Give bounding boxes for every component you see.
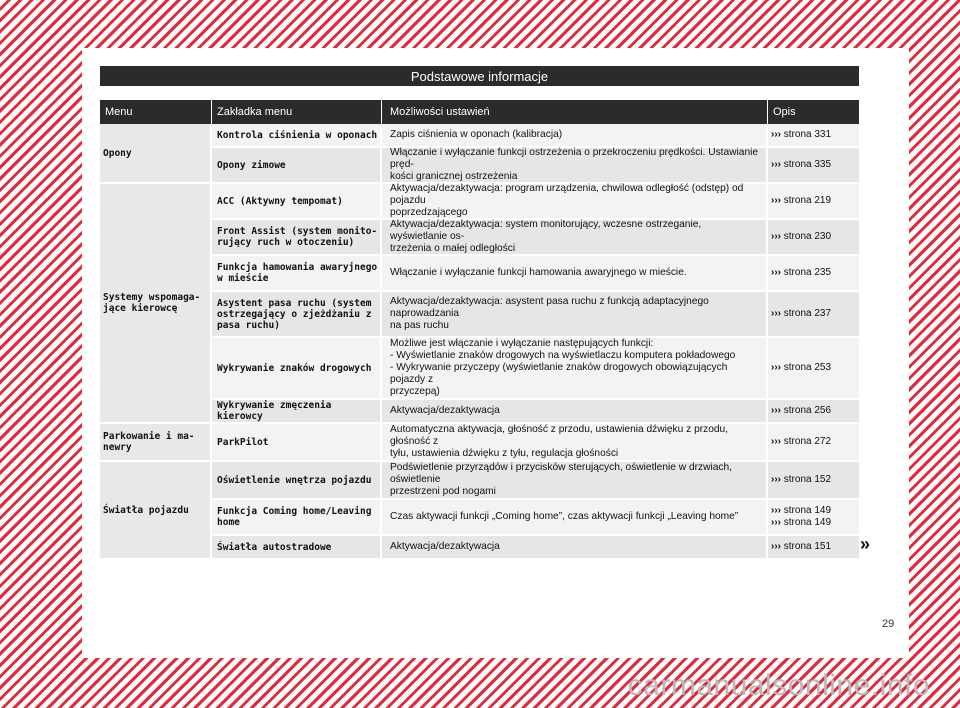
tab-cell: ACC (Aktywny tempomat) <box>212 184 380 218</box>
page-reference-link[interactable] <box>771 436 831 448</box>
description-cell <box>768 500 859 534</box>
options-cell: Włączanie i wyłączanie funkcji ostrzeżenia o przekroczeniu prędkości. Ustawianie pręd- kości granicznej ostrzeżenia <box>382 148 766 182</box>
options-cell: Aktywacja/dezaktywacja: system monitorujący, wczesne ostrzeganie, wyświetlanie os- trzeżenia o małej odległości <box>382 220 766 254</box>
header-description: Opis <box>773 106 796 118</box>
tab-cell: Wykrywanie znaków drogowych <box>212 338 380 398</box>
page-title-text: Podstawowe informacje <box>410 68 549 84</box>
page-reference-text: strona 256 <box>783 405 832 416</box>
header-divider <box>211 100 212 124</box>
page-title <box>100 66 859 86</box>
options-cell: Zapis ciśnienia w oponach (kalibracja) <box>382 124 766 146</box>
menu-label: Opony <box>103 147 132 159</box>
page-reference-text: strona 331 <box>783 129 832 140</box>
menu-cell <box>100 124 210 182</box>
reference-arrow-icon: ››› <box>771 362 784 373</box>
page-reference-link[interactable] <box>771 362 831 374</box>
menu-cell <box>100 184 210 422</box>
description-cell <box>768 292 859 336</box>
page-reference-link[interactable] <box>771 474 831 486</box>
description-cell <box>768 124 859 146</box>
page-reference-link[interactable] <box>771 129 831 141</box>
reference-arrow-icon: ››› <box>771 405 784 416</box>
header-tab: Zakładka menu <box>217 106 293 118</box>
page-reference-text: strona 335 <box>783 159 832 170</box>
header-divider <box>767 100 768 124</box>
description-cell <box>768 462 859 498</box>
reference-arrow-icon: ››› <box>771 308 784 319</box>
description-cell <box>768 220 859 254</box>
page-reference-text: strona 152 <box>783 474 832 485</box>
menu-cell <box>100 424 210 460</box>
page-reference-link[interactable] <box>771 267 831 279</box>
page-reference-text: strona 219 <box>783 195 832 206</box>
tab-cell: Oświetlenie wnętrza pojazdu <box>212 462 380 498</box>
table-header <box>100 100 859 124</box>
tab-cell: Światła autostradowe <box>212 536 380 558</box>
menu-label: Parkowanie i ma- newry <box>103 431 195 453</box>
header-options: Możliwości ustawień <box>390 106 490 118</box>
reference-arrow-icon: ››› <box>771 195 784 206</box>
reference-arrow-icon: ››› <box>771 129 784 140</box>
page-reference-text: strona 149 <box>783 505 832 516</box>
page <box>82 48 909 658</box>
page-reference-text: strona 235 <box>783 267 832 278</box>
description-cell <box>768 338 859 398</box>
page-reference-link[interactable] <box>771 541 831 553</box>
page-reference-text: strona 230 <box>783 231 832 242</box>
next-page-marker: » <box>860 534 871 554</box>
reference-arrow-icon: ››› <box>771 436 784 447</box>
tab-cell: Wykrywanie zmęczenia kierowcy <box>212 400 380 422</box>
page-reference-link[interactable] <box>771 195 831 207</box>
reference-arrow-icon: ››› <box>771 517 784 528</box>
page-reference-text: strona 272 <box>783 436 832 447</box>
tab-cell: Asystent pasa ruchu (system ostrzegający o zjeżdżaniu z pasa ruchu) <box>212 292 380 336</box>
page-reference-link[interactable] <box>771 505 831 517</box>
description-cell <box>768 400 859 422</box>
options-cell: Aktywacja/dezaktywacja <box>382 400 766 422</box>
header-menu: Menu <box>105 106 133 118</box>
page-reference-text: strona 151 <box>783 541 832 552</box>
page-reference-link[interactable] <box>771 159 831 171</box>
tab-cell: Funkcja hamowania awaryjnego w mieście <box>212 256 380 290</box>
options-cell: Automatyczna aktywacja, głośność z przodu, ustawienia dźwięku z przodu, głośność z tyłu, ustawienia dźwięku z tyłu, regulacja głośności <box>382 424 766 460</box>
tab-cell: Front Assist (system monito- rujący ruch w otoczeniu) <box>212 220 380 254</box>
description-cell <box>768 424 859 460</box>
options-cell: Aktywacja/dezaktywacja <box>382 536 766 558</box>
tab-cell: Kontrola ciśnienia w oponach <box>212 124 380 146</box>
options-cell: Możliwe jest włączanie i wyłączanie następujących funkcji: - Wyświetlanie znaków drogowych na wyświetlaczu komputera pokładowego - Wykrywanie przyczepy (wyświetlanie znaków drogowych obowiązujących pojazdy z przyczepą) <box>382 338 766 398</box>
options-cell: Włączanie i wyłączanie funkcji hamowania awaryjnego w mieście. <box>382 256 766 290</box>
page-reference-text: strona 149 <box>783 517 832 528</box>
tab-cell: Funkcja Coming home/Leaving home <box>212 500 380 534</box>
watermark: carmanualsonline.info <box>627 668 930 702</box>
description-cell <box>768 148 859 182</box>
menu-label: Światła pojazdu <box>103 504 189 516</box>
description-cell <box>768 256 859 290</box>
menu-label: Systemy wspomaga- jące kierowcę <box>103 292 201 314</box>
reference-arrow-icon: ››› <box>771 541 784 552</box>
options-cell: Czas aktywacji funkcji „Coming home”, czas aktywacji funkcji „Leaving home” <box>382 500 766 534</box>
reference-arrow-icon: ››› <box>771 267 784 278</box>
options-cell: Aktywacja/dezaktywacja: program urządzenia, chwilowa odległość (odstęp) od pojazdu poprzedzającego <box>382 184 766 218</box>
page-reference-text: strona 253 <box>783 362 832 373</box>
reference-arrow-icon: ››› <box>771 505 784 516</box>
reference-arrow-icon: ››› <box>771 474 784 485</box>
page-reference-link[interactable] <box>771 517 831 529</box>
page-number: 29 <box>882 618 895 630</box>
reference-arrow-icon: ››› <box>771 231 784 242</box>
tab-cell: Opony zimowe <box>212 148 380 182</box>
reference-arrow-icon: ››› <box>771 159 784 170</box>
header-divider <box>381 100 382 124</box>
page-reference-text: strona 237 <box>783 308 832 319</box>
options-cell: Aktywacja/dezaktywacja: asystent pasa ruchu z funkcją adaptacyjnego naprowadzania na pas ruchu <box>382 292 766 336</box>
description-cell <box>768 536 859 558</box>
page-reference-link[interactable] <box>771 231 831 243</box>
page-reference-link[interactable] <box>771 308 831 320</box>
menu-cell <box>100 462 210 558</box>
tab-cell: ParkPilot <box>212 424 380 460</box>
description-cell <box>768 184 859 218</box>
page-reference-link[interactable] <box>771 405 831 417</box>
options-cell: Podświetlenie przyrządów i przycisków sterujących, oświetlenie w drzwiach, oświetlenie przestrzeni pod nogami <box>382 462 766 498</box>
